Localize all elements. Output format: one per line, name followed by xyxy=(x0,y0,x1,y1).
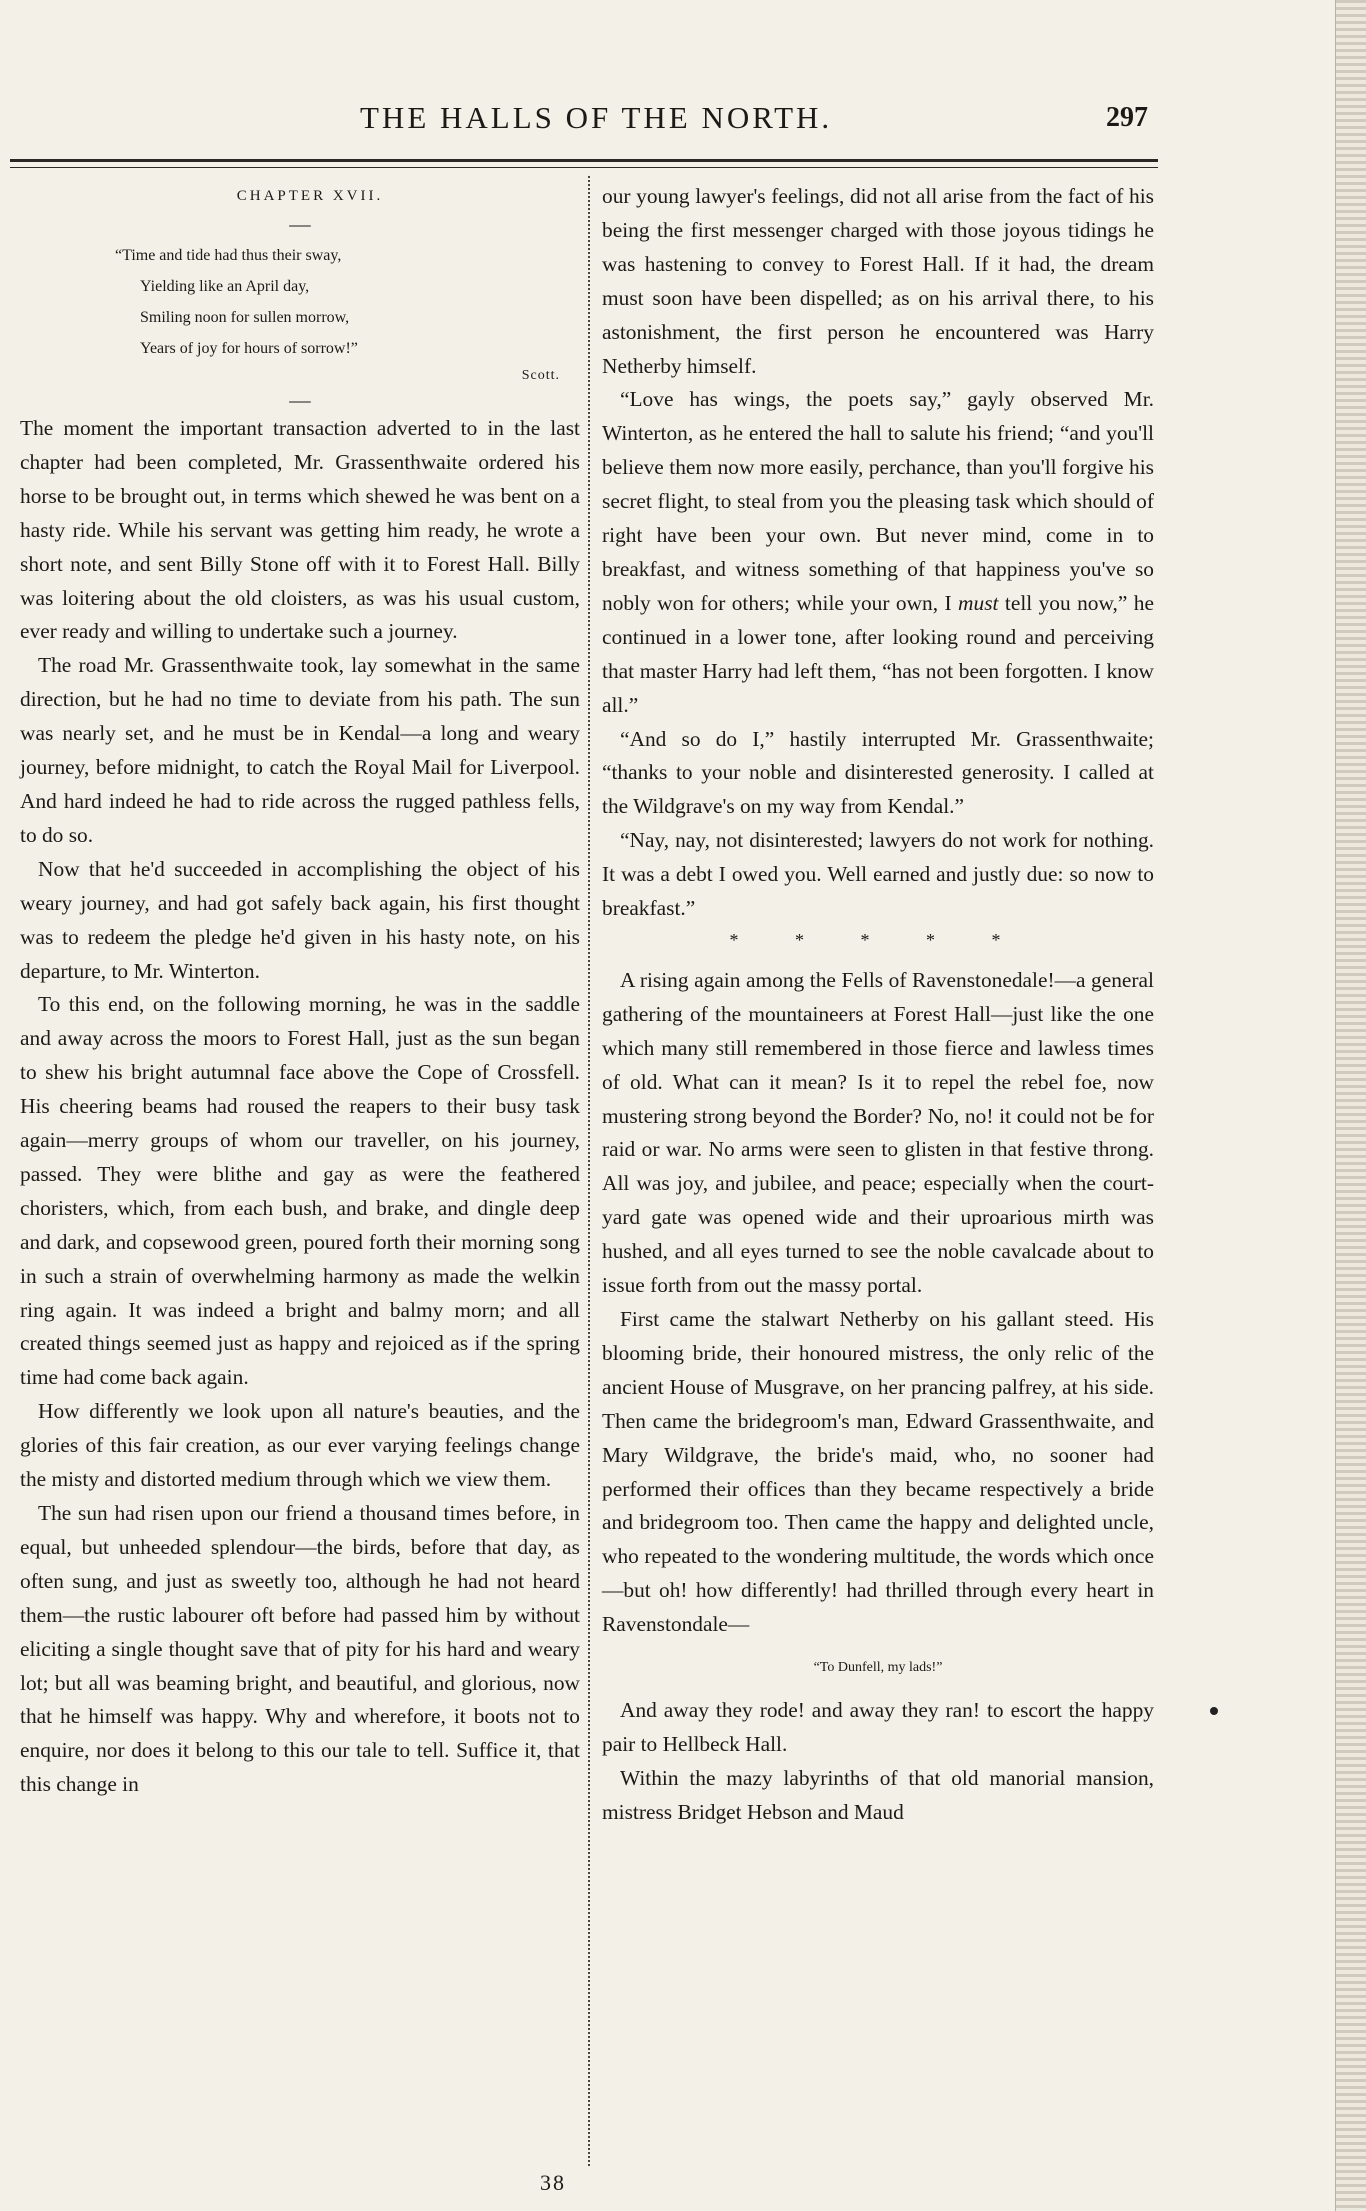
paragraph: “And so do I,” hastily interrupted Mr. Grassenthwaite; “thanks to your noble and disinterested generosity. I called at the Wildgrave's on my way from Kendal.” xyxy=(602,726,1154,819)
verse-line: Smiling noon for sullen morrow, xyxy=(140,309,350,326)
paragraph: First came the stalwart Netherby on his gallant steed. His blooming bride, their honoured mistress, the only relic of the ancient House of Musgrave, on her prancing palfrey, at his side. Then came the bridegroom's man, Edward Grassenthwaite, and Mary Wildgrave, the bride's maid, who, no sooner had performed their offices than they became respectively a bride and bridegroom too. Then came the happy and delighted uncle, who repeated to the wondering multitude, the words which once—but oh! how differently! had thrilled through every heart in Ravenstondale— xyxy=(602,1307,1154,1637)
header-rule-thick xyxy=(10,159,1158,162)
paragraph: And away they rode! and away they ran! to escort the happy pair to Hellbeck Hall. xyxy=(602,1698,1154,1756)
epigraph-attribution: Scott. xyxy=(521,368,560,383)
left-column xyxy=(20,180,580,1802)
paragraph: The road Mr. Grassenthwaite took, lay somewhat in the same direction, but he had no time to deviate from his path. The sun was nearly set, and he must be in Kendal—a long and weary journey, before midnight, to catch the Royal Mail for Liverpool. And hard indeed he had to ride across the rugged pathless fells, to do so. xyxy=(20,653,580,847)
column-divider xyxy=(588,176,590,2166)
header-rule-thin xyxy=(10,167,1158,168)
chapter-dash-top: — xyxy=(289,212,311,236)
text-run: “Love has wings, the poets say,” gayly observed Mr. Winterton, as he entered the hall to salute his friend; “and you'll believe them now more easily, perchance, than you'll forgive his secret flight, to steal from you the pleasing task which should of right have been your own. But never mind, come in to breakfast, and witness something of that happiness you've so nobly won for others; while your own, I xyxy=(602,387,1154,615)
paragraph: To this end, on the following morning, he was in the saddle and away across the moors to Forest Hall, just as the sun began to shew his bright autumnal face above the Cope of Crossfell. His cheering beams had roused the reapers to their busy task again—merry groups of whom our traveller, on his journey, passed. They were blithe and gay as were the feathered choristers, which, from each bush, and brake, and dingle deep and dark, and copsewood green, poured forth their morning song in such a strain of overwhelming harmony as made the welkin ring again. It was indeed a bright and balmy morn; and all created things seemed just as happy and rejoiced as if the spring time had come back again. xyxy=(20,992,580,1390)
chapter-dash-bottom: — xyxy=(289,388,311,412)
binding-edge xyxy=(1335,0,1366,2211)
signature-mark: 38 xyxy=(540,2170,566,2195)
epigraph-verse xyxy=(115,240,580,364)
quoted-line: “To Dunfell, my lads!” xyxy=(813,1660,943,1676)
paragraph xyxy=(602,383,1154,722)
paragraph: “Nay, nay, not disinterested; lawyers do not work for nothing. It was a debt I owed you. Well earned and justly due: so now to breakfast.” xyxy=(602,828,1154,921)
paragraph: A rising again among the Fells of Ravenstonedale!—a general gathering of the mountaineers at Forest Hall—just like the one which many still remembered in those fierce and lawless times of old. What can it mean? Is it to repel the rebel foe, now mustering strong beyond the Border? No, no! it could not be for raid or war. No arms were seen to glisten in that festive throng. All was joy, and jubilee, and peace; especially when the court-yard gate was opened wide and their uproarious mirth was hushed, and all eyes turned to see the noble cavalcade about to issue forth from out the massy portal. xyxy=(602,967,1154,1298)
paragraph: The sun had risen upon our friend a thousand times before, in equal, but unheeded splendour—the birds, before that day, as often sung, and just as sweetly too, although he had not heard them—the rustic labourer oft before had passed him by without eliciting a single thought save that of pity for his hard and weary lot; but all was beaming bright, and beautiful, and glorious, now that he himself was happy. Why and wherefore, it boots not to enquire, nor does it belong to this our tale to tell. Suffice it, that this change in xyxy=(20,1501,580,1797)
emphasis: must xyxy=(958,590,999,615)
paragraph: our young lawyer's feelings, did not all arise from the fact of his being the first messenger charged with those joyous tidings he was hastening to convey to Forest Hall. If it had, the dream must soon have been dispelled; as on his arrival there, to his astonishment, the first person he encountered was Harry Netherby himself. xyxy=(602,184,1154,378)
verse-line: “Time and tide had thus their sway, xyxy=(115,247,342,264)
paragraph: The moment the important transaction adverted to in the last chapter had been completed, Mr. Grassenthwaite ordered his horse to be brought out, in terms which shewed he was bent on a hasty ride. While his servant was getting him ready, he wrote a short note, and sent Billy Stone off with it to Forest Hall. Billy was loitering about the old cloisters, as was his usual custom, ever ready and willing to undertake such a journey. xyxy=(20,416,580,644)
text-run: tell you now,” he continued in a lower tone, after looking round and perceiving that master Harry had left them, “has not been forgotten. I know all.” xyxy=(602,590,1154,717)
page-header xyxy=(0,100,1166,140)
margin-dot xyxy=(1210,1707,1218,1715)
verse-line: Yielding like an April day, xyxy=(140,278,310,295)
chapter-title: CHAPTER XVII. xyxy=(236,188,384,204)
paragraph: Within the mazy labyrinths of that old manorial mansion, mistress Bridget Hebson and Maud xyxy=(602,1765,1154,1824)
verse-line: Years of joy for hours of sorrow!” xyxy=(140,340,358,357)
section-break: * * * * * xyxy=(729,929,1027,950)
running-title: THE HALLS OF THE NORTH. xyxy=(360,100,833,135)
paragraph: How differently we look upon all nature's beauties, and the glories of this fair creation, as our ever varying feelings change the misty and distorted medium through which we view them. xyxy=(20,1399,580,1492)
right-column xyxy=(602,180,1154,1830)
paragraph: Now that he'd succeeded in accomplishing the object of his weary journey, and had got safely back again, his first thought was to redeem the pledge he'd given in his hasty note, on his departure, to Mr. Winterton. xyxy=(20,856,580,983)
page-number: 297 xyxy=(1106,102,1148,133)
